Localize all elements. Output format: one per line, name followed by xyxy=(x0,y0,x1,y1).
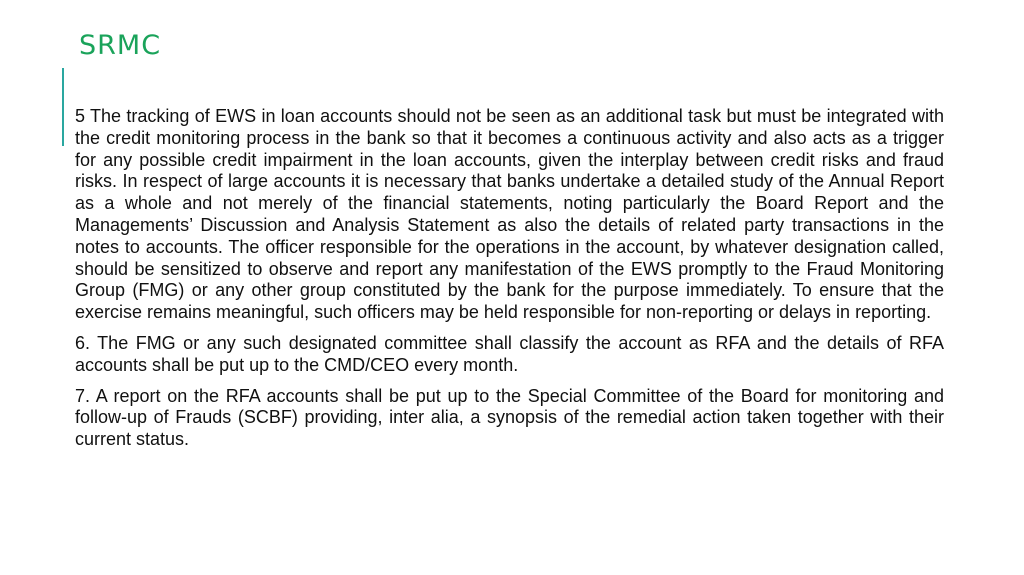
paragraph-rfa-report: 7. A report on the RFA accounts shall be put up to the Special Committee of the Board for monitoring and follow-up of Frauds (SCBF) providing, inter alia, a synopsis of the remedial action taken together with their current status. xyxy=(75,385,944,450)
paragraph-fmg-classification: 6. The FMG or any such designated committee shall classify the account as RFA and the details of RFA accounts shall be put up to the CMD/CEO every month. xyxy=(75,332,944,375)
paragraph-ews-tracking: 5 The tracking of EWS in loan accounts should not be seen as an additional task but must be integrated with the credit monitoring process in the bank so that it becomes a continuous activity and also acts as a trigger for any possible credit impairment in the loan accounts, given the interplay between credit risks and fraud risks. In respect of large accounts it is necessary that banks undertake a detailed study of the Annual Report as a whole and not merely of the financial statements, noting particularly the Board Report and the Managements’ Discussion and Analysis Statement as also the details of related party transactions in the notes to accounts. The officer responsible for the operations in the account, by whatever designation called, should be sensitized to observe and report any manifestation of the EWS promptly to the Fraud Monitoring Group (FMG) or any other group constituted by the bank for the purpose immediately. To ensure that the exercise remains meaningful, such officers may be held responsible for non-reporting or delays in reporting. xyxy=(75,106,944,323)
accent-bar xyxy=(62,68,64,146)
slide-title: SRMC xyxy=(79,30,162,61)
slide-body xyxy=(75,106,944,460)
